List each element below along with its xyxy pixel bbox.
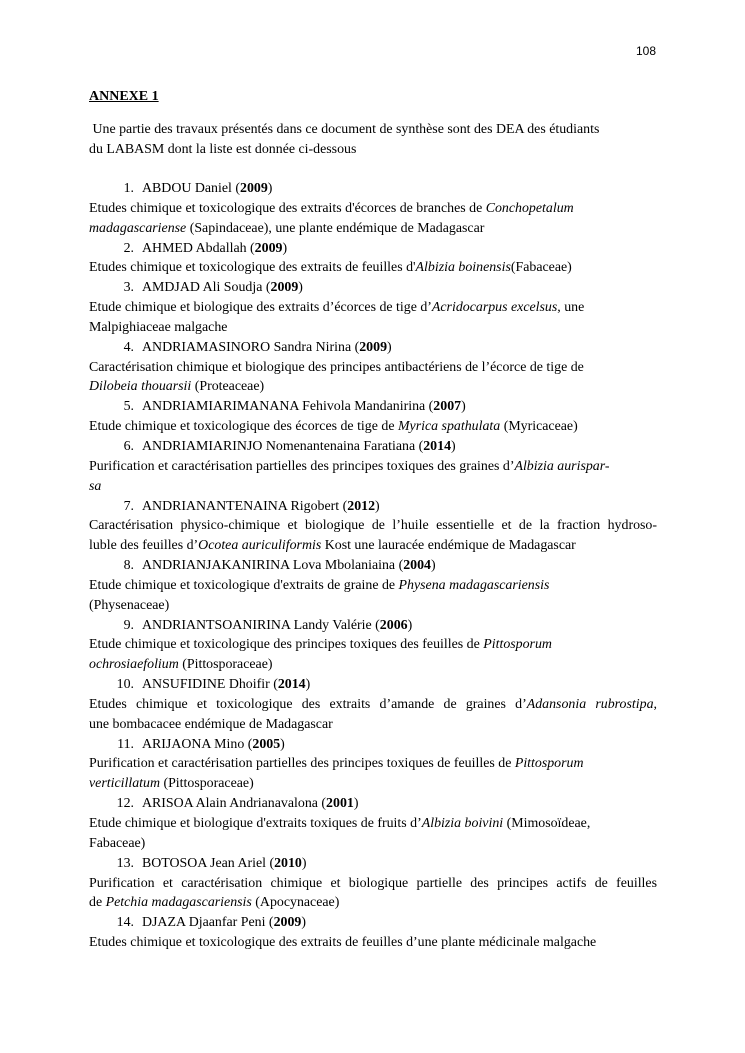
defense-year: 2012 [347, 498, 376, 514]
entry-heading: 6. ANDRIAMIARINJO Nomenantenaina Faratiana (2014) [89, 437, 657, 457]
title-text: Kost une lauracée endémique de Madagascar [321, 538, 576, 554]
entry-heading: 1. ABDOU Daniel (2009) [89, 179, 657, 199]
title-text: Etude chimique et biologique d'extraits toxiques de fruits d’ [89, 816, 422, 831]
student-name: BOTOSOA Jean Ariel [142, 855, 266, 871]
entry-number: 14. [116, 915, 134, 931]
title-text: Caractérisation physico-chimique et biologique de l’huile essentielle et de la fraction hydroso- [89, 518, 657, 534]
list-item [89, 397, 657, 437]
list-item [89, 239, 657, 279]
entry-heading: 14. DJAZA Djaanfar Peni (2009) [89, 913, 657, 933]
title-text: Purification et caractérisation partielles des principes toxiques des graines d’ [89, 458, 515, 474]
title-text: (Proteaceae) [191, 379, 265, 395]
defense-year: 2009 [273, 915, 302, 931]
thesis-title [89, 298, 657, 338]
title-text: Etudes chimique et toxicologique des extraits de feuilles d’une plante médicinale malgache [89, 935, 597, 951]
defense-year: 2010 [274, 855, 302, 871]
species-name: Albizia aurispar- [514, 458, 610, 474]
species-name: madagascariense [89, 220, 187, 236]
title-text: Etude chimique et toxicologique des principes toxiques des feuilles de [89, 637, 484, 653]
title-text: Fabaceae) [89, 835, 146, 851]
thesis-title [89, 417, 657, 437]
entry-heading: 4. ANDRIAMASINORO Sandra Nirina (2009) [89, 338, 657, 358]
species-name: Pittosporum [514, 756, 584, 772]
thesis-title [89, 635, 657, 675]
title-text: Caractérisation chimique et biologique des principes antibactériens de l’écorce de tige de [89, 359, 584, 375]
species-name: Physena madagascariensis [398, 577, 550, 593]
thesis-title [89, 933, 657, 953]
list-item [89, 675, 657, 735]
list-item [89, 616, 657, 676]
title-text: (Physenaceae) [89, 597, 170, 613]
entry-number: 2. [123, 240, 134, 256]
intro-line-1: Une partie des travaux présentés dans ce document de synthèse sont des DEA des étudiants [92, 122, 600, 137]
student-name: DJAZA Djaanfar Peni [142, 915, 266, 931]
species-name: Dilobeia thouarsii [89, 379, 192, 395]
list-item [89, 556, 657, 616]
entry-number: 7. [123, 498, 134, 514]
title-text: une bombacacee endémique de Madagascar [89, 716, 333, 732]
defense-year: 2009 [270, 280, 299, 296]
species-name: Albizia boinensis [415, 260, 511, 276]
title-text: Etudes chimique et toxicologique des extraits de feuilles d' [89, 260, 416, 276]
title-text: Purification et caractérisation partielles des principes toxiques de feuilles de [89, 756, 515, 772]
title-text: Etudes chimique et toxicologique des extraits d’amande de graines d’ [89, 696, 527, 712]
entry-number: 12. [116, 796, 134, 812]
list-item [89, 794, 657, 854]
list-item [89, 437, 657, 497]
student-name: ANDRIANANTENAINA Rigobert [142, 498, 340, 514]
list-item [89, 179, 657, 239]
entry-number: 13. [116, 855, 134, 871]
title-text: (Sapindaceae), une plante endémique de Madagascar [186, 220, 485, 236]
title-text: (Apocynaceae) [251, 895, 340, 911]
student-name: ABDOU Daniel [142, 181, 232, 196]
defense-year: 2009 [240, 181, 268, 196]
entry-number: 6. [123, 438, 134, 454]
entry-number: 10. [116, 677, 134, 693]
thesis-title [89, 814, 657, 854]
entry-heading: 9. ANDRIANTSOANIRINA Landy Valérie (2006) [89, 616, 657, 636]
title-text: luble des feuilles d’ [89, 538, 199, 554]
species-name: ochrosiaefolium [89, 657, 179, 673]
entry-heading: 8. ANDRIANJAKANIRINA Lova Mbolaniaina (2004) [89, 556, 657, 576]
page-number: 108 [635, 44, 656, 58]
species-name: Adansonia rubrostipa [526, 696, 654, 712]
thesis-title [89, 199, 657, 239]
thesis-title [89, 874, 657, 914]
list-item [89, 913, 657, 953]
list-item [89, 497, 657, 557]
title-text: , [653, 696, 657, 712]
list-item [89, 338, 657, 398]
thesis-title [89, 457, 657, 497]
title-text: Malpighiaceae malgache [89, 319, 228, 335]
student-name: ARISOA Alain Andrianavalona [142, 796, 318, 812]
defense-year: 2007 [433, 399, 462, 415]
thesis-title [89, 576, 657, 616]
entry-number: 3. [123, 280, 134, 296]
student-name: ARIJAONA Mino [142, 736, 245, 752]
thesis-title [89, 258, 657, 278]
entry-heading: 12. ARISOA Alain Andrianavalona (2001) [89, 794, 657, 814]
entry-heading: 7. ANDRIANANTENAINA Rigobert (2012) [89, 497, 657, 517]
title-text: , une [557, 300, 585, 316]
student-name: ANSUFIDINE Dhoifir [142, 677, 270, 693]
student-name: ANDRIAMIARINJO Nomenantenaina Faratiana [142, 438, 416, 454]
entry-number: 11. [117, 736, 134, 752]
title-text: Etude chimique et toxicologique d'extraits de graine de [89, 577, 399, 593]
entry-number: 5. [123, 399, 134, 415]
thesis-title [89, 516, 657, 556]
entry-heading: 3. AMDJAD Ali Soudja (2009) [89, 278, 657, 298]
entry-number: 1. [123, 181, 134, 196]
title-text: Etude chimique et toxicologique des écorces de tige de [89, 419, 398, 435]
title-text: (Fabaceae) [510, 260, 572, 276]
entry-heading: 11. ARIJAONA Mino (2005) [89, 735, 657, 755]
defense-year: 2009 [359, 339, 388, 355]
defense-year: 2001 [326, 796, 354, 812]
species-name: Conchopetalum [485, 200, 574, 216]
species-name: verticillatum [89, 776, 160, 792]
defense-year: 2014 [277, 677, 306, 693]
defense-year: 2005 [252, 736, 281, 752]
species-name: Acridocarpus excelsus [431, 300, 558, 316]
defense-year: 2006 [379, 617, 408, 633]
thesis-title [89, 358, 657, 398]
species-name: Ocotea auriculiformis [198, 538, 322, 554]
title-text: Etude chimique et biologique des extraits d’écorces de tige d’ [89, 300, 432, 316]
student-name: ANDRIAMASINORO Sandra Nirina [142, 339, 352, 355]
species-name: Pittosporum [483, 637, 552, 653]
title-text: de [89, 895, 106, 911]
species-name: Albizia boivini [421, 816, 504, 831]
entry-number: 8. [123, 558, 134, 574]
student-list [89, 179, 657, 953]
defense-year: 2004 [403, 558, 431, 574]
annex-title: ANNEXE 1 [89, 89, 159, 104]
entry-number: 9. [123, 617, 134, 633]
list-item [89, 278, 657, 338]
species-name: Myrica spathulata [397, 419, 501, 435]
list-item [89, 854, 657, 914]
entry-heading: 13. BOTOSOA Jean Ariel (2010) [89, 854, 657, 874]
title-text: Purification et caractérisation chimique et biologique partielle des principes actifs de feuilles [89, 875, 657, 891]
student-name: ANDRIANTSOANIRINA Landy Valérie [142, 617, 372, 633]
defense-year: 2014 [423, 438, 452, 454]
entry-heading: 10. ANSUFIDINE Dhoifir (2014) [89, 675, 657, 695]
student-name: ANDRIANJAKANIRINA Lova Mbolaniaina [142, 558, 396, 574]
list-item [89, 735, 657, 795]
title-text: (Mimosoïdeae, [503, 816, 591, 831]
entry-heading: 5. ANDRIAMIARIMANANA Fehivola Mandanirina (2007) [89, 397, 657, 417]
student-name: ANDRIAMIARIMANANA Fehivola Mandanirina [142, 399, 426, 415]
thesis-title [89, 754, 657, 794]
species-name: sa [89, 478, 102, 494]
intro-line-2: du LABASM dont la liste est donnée ci-dessous [89, 142, 357, 157]
entry-number: 4. [123, 339, 134, 355]
entry-heading: 2. AHMED Abdallah (2009) [89, 239, 657, 259]
student-name: AMDJAD Ali Soudja [142, 280, 263, 296]
intro-paragraph [89, 120, 657, 160]
species-name: Petchia madagascariensis [105, 895, 252, 911]
student-name: AHMED Abdallah [142, 240, 247, 256]
title-text: (Myricaceae) [500, 419, 578, 435]
title-text: Etudes chimique et toxicologique des extraits d'écorces de branches de [89, 200, 486, 216]
thesis-title [89, 695, 657, 735]
title-text: (Pittosporaceae) [159, 776, 254, 792]
defense-year: 2009 [254, 240, 283, 256]
title-text: (Pittosporaceae) [178, 657, 273, 673]
